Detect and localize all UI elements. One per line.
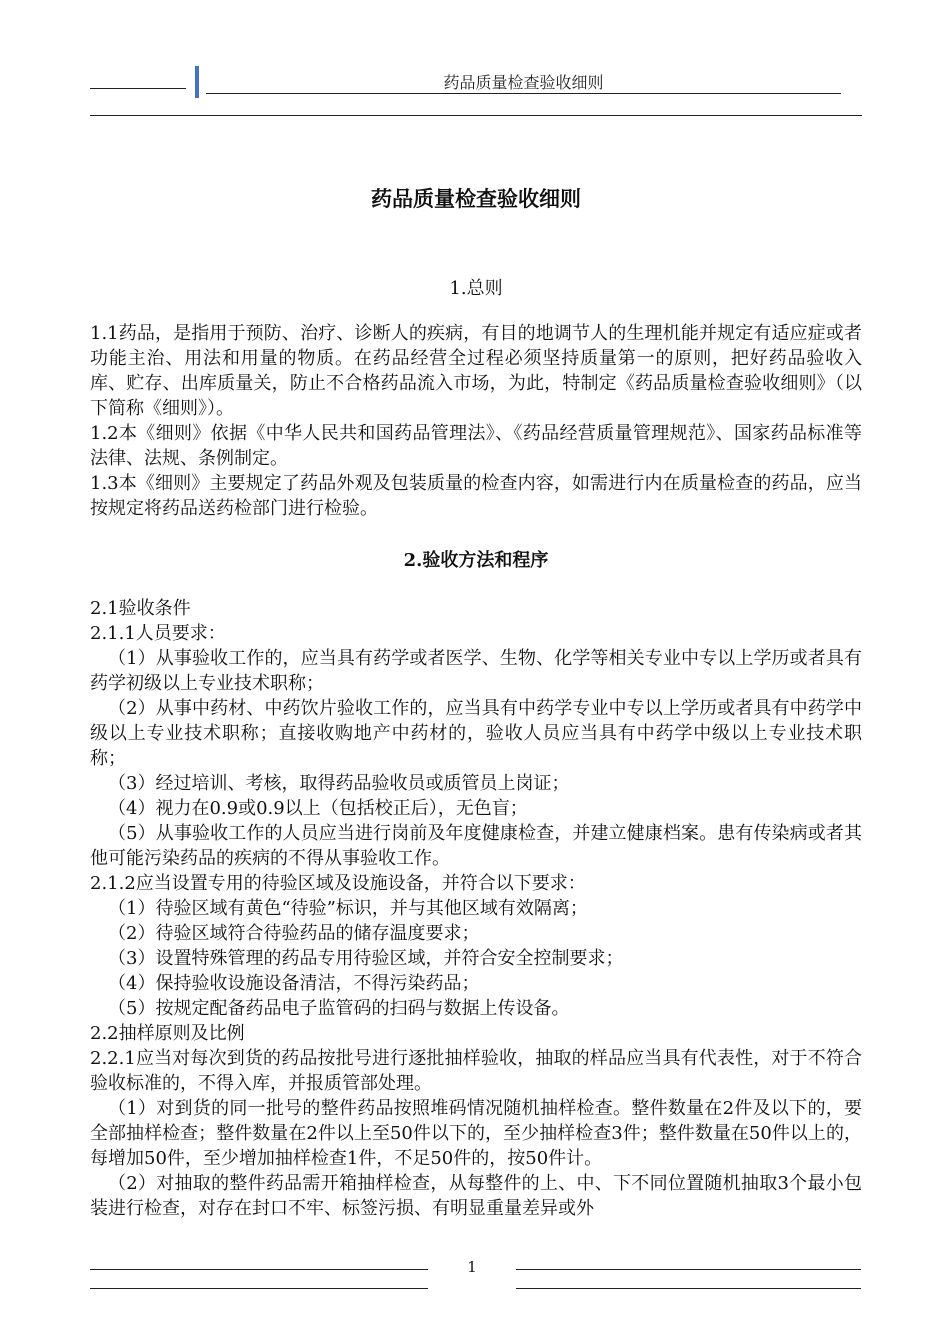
subsection-heading: 2.1验收条件 xyxy=(90,598,191,619)
header-rule-left xyxy=(90,88,186,89)
list-item: （4）保持验收设施设备清洁，不得污染药品； xyxy=(108,973,480,994)
subsection-heading: 2.2抽样原则及比例 xyxy=(90,1023,245,1044)
paragraph: 1.3本《细则》主要规定了药品外观及包装质量的检查内容，如需进行内在质量检查的药品，应当按规定将药品送药检部门进行检验。 xyxy=(90,473,862,519)
paragraph: 1.1药品，是指用于预防、治疗、诊断人的疾病，有目的地调节人的生理机能并规定有适应症或者功能主治、用法和用量的物质。在药品经营全过程必须坚持质量第一的原则，把好药品验收入库、贮存、出库质量关，防止不合格药品流入市场，为此，特制定《药品质量检查验收细则》（以下简称《细则》）。 xyxy=(90,323,862,419)
list-item: （5）按规定配备药品电子监管码的扫码与数据上传设备。 xyxy=(108,998,570,1019)
list-item: （4）视力在0.9或0.9以上（包括校正后），无色盲； xyxy=(108,798,528,819)
section-heading-general: 1.总则 xyxy=(449,278,503,299)
footer-rule xyxy=(90,1288,428,1289)
paragraph: 1.2本《细则》依据《中华人民共和国药品管理法》、《药品经营质量管理规范》、国家药品标准等法律、法规、条例制定。 xyxy=(90,423,862,469)
list-item: （3）经过培训、考核，取得药品验收员或质管员上岗证； xyxy=(108,773,570,794)
list-item: （2）对抽取的整件药品需开箱抽样检查，从每整件的上、中、下不同位置随机抽取3个最小包装进行检查，对存在封口不牢、标签污损、有明显重量差异或外 xyxy=(90,1173,862,1219)
document-title: 药品质量检查验收细则 xyxy=(371,186,581,211)
footer-rule xyxy=(516,1288,861,1289)
header-rule-right xyxy=(206,93,841,94)
subsection-heading: 2.1.1人员要求： xyxy=(90,623,226,644)
footer-rule xyxy=(90,1269,428,1270)
list-item: （3）设置特殊管理的药品专用待验区域，并符合安全控制要求； xyxy=(108,948,624,969)
header-accent-bar xyxy=(195,66,199,98)
list-item: （5）从事验收工作的人员应当进行岗前及年度健康检查，并建立健康档案。患有传染病或者其他可能污染药品的疾病的不得从事验收工作。 xyxy=(90,823,862,869)
section-body-acceptance-method xyxy=(90,596,862,1221)
list-item: （1）待验区域有黄色“待验”标识，并与其他区域有效隔离； xyxy=(108,898,588,919)
page-number: 1 xyxy=(467,1258,477,1276)
section-heading-acceptance-method: 2.验收方法和程序 xyxy=(403,550,549,571)
running-header-title: 药品质量检查验收细则 xyxy=(443,73,604,92)
list-item: （1）从事验收工作的，应当具有药学或者医学、生物、化学等相关专业中专以上学历或者具有药学初级以上专业技术职称； xyxy=(90,648,862,694)
section-body-general xyxy=(90,321,862,521)
header-bottom-rule xyxy=(90,115,862,116)
footer-rule xyxy=(516,1269,861,1270)
list-item: （2）待验区域符合待验药品的储存温度要求； xyxy=(108,923,480,944)
list-item: （2）从事中药材、中药饮片验收工作的，应当具有中药学专业中专以上学历或者具有中药学中级以上专业技术职称；直接收购地产中药材的，验收人员应当具有中药学中级以上专业技术职称； xyxy=(90,698,862,769)
list-item: （1）对到货的同一批号的整件药品按照堆码情况随机抽样检查。整件数量在2件及以下的，要全部抽样检查；整件数量在2件以上至50件以下的，至少抽样检查3件；整件数量在50件以上的，每增加50件，至少增加抽样检查1件，不足50件的，按50件计。 xyxy=(90,1098,862,1169)
paragraph: 2.2.1应当对每次到货的药品按批号进行逐批抽样验收，抽取的样品应当具有代表性，对于不符合验收标准的，不得入库，并报质管部处理。 xyxy=(90,1048,862,1094)
subsection-heading: 2.1.2应当设置专用的待验区域及设施设备，并符合以下要求： xyxy=(90,873,586,894)
